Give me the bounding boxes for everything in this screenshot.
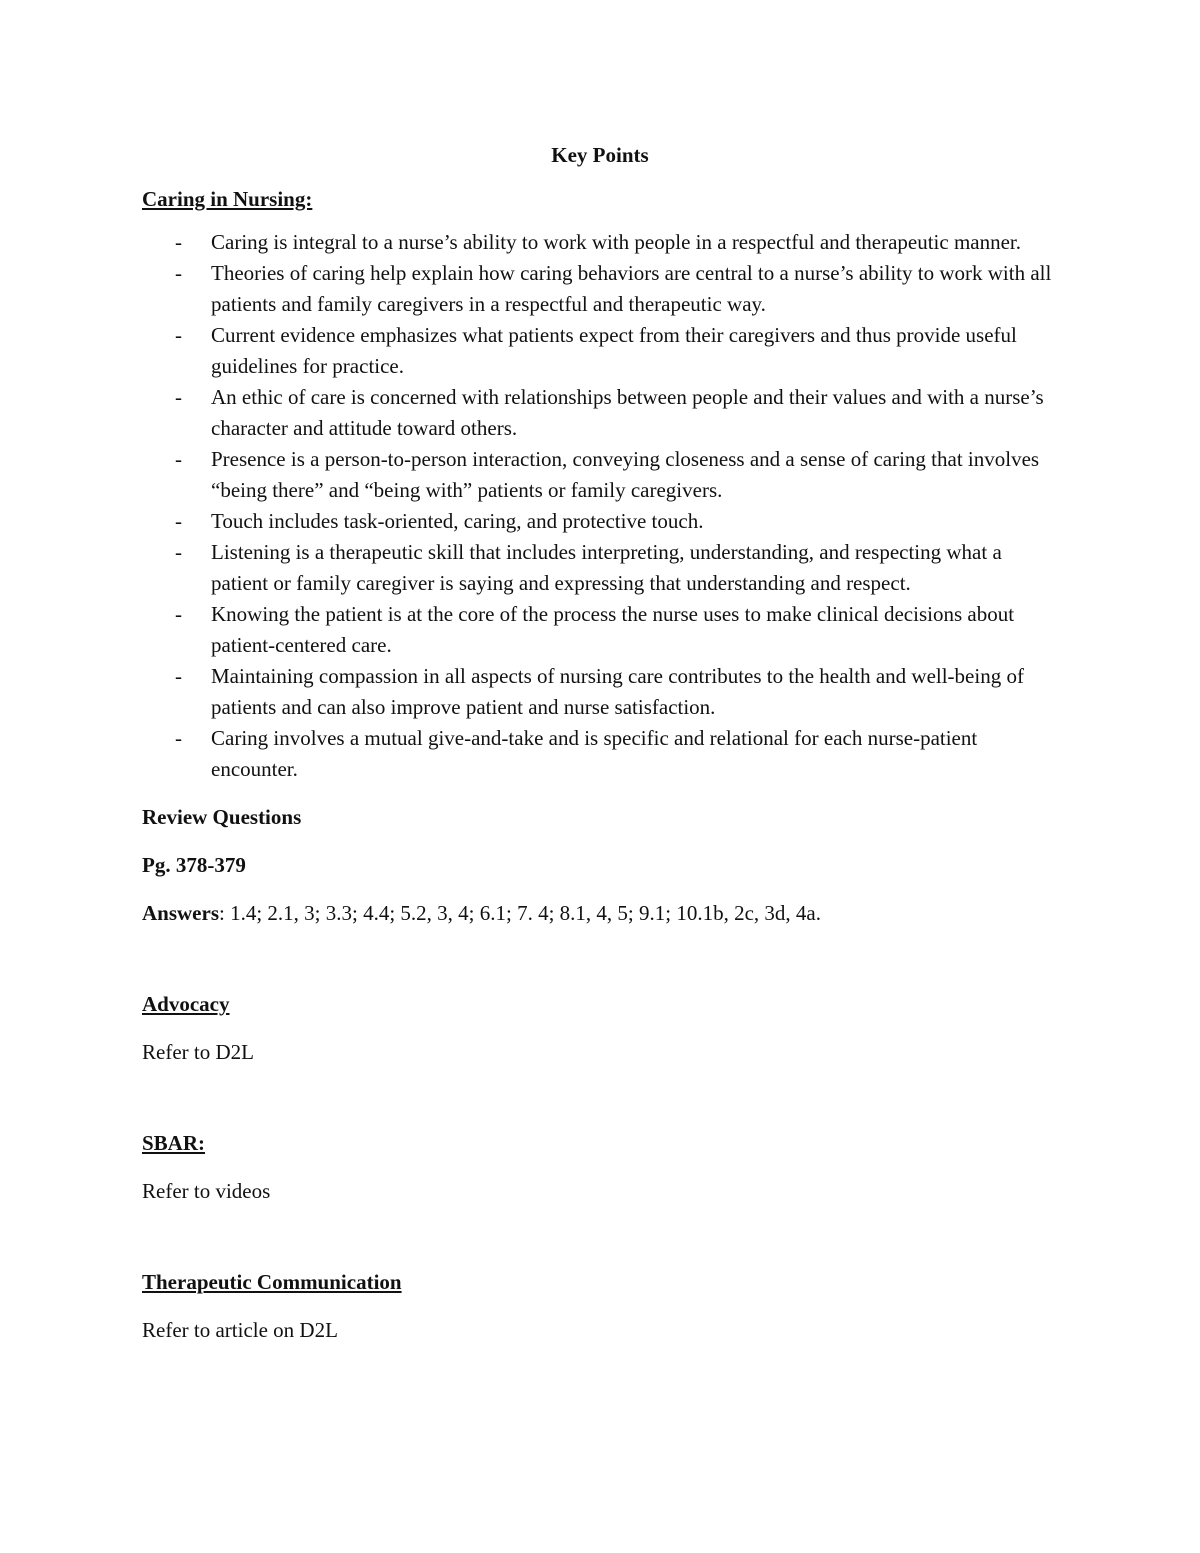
bullet-marker: - — [175, 385, 182, 409]
list-item — [142, 661, 1062, 723]
bullet-marker: - — [175, 602, 182, 626]
spacer — [142, 833, 1062, 850]
spacer — [142, 1207, 1062, 1267]
list-item-text: Touch includes task-oriented, caring, and protective touch. — [211, 509, 704, 533]
list-item — [142, 723, 1062, 785]
bullet-marker: - — [175, 664, 182, 688]
list-item-text: Caring involves a mutual give-and-take and is specific and relational for each nurse-patient encounter. — [211, 726, 978, 781]
caring-list — [142, 227, 1062, 785]
advocacy-body: Refer to D2L — [142, 1040, 254, 1064]
list-item — [142, 599, 1062, 661]
page-title: Key Points — [551, 143, 649, 167]
therapeutic-heading: Therapeutic Communication — [142, 1270, 402, 1294]
spacer — [142, 1020, 1062, 1037]
bullet-marker: - — [175, 230, 182, 254]
review-answers — [142, 898, 1062, 929]
bullet-marker: - — [175, 323, 182, 347]
list-item — [142, 537, 1062, 599]
list-item-text: Current evidence emphasizes what patients expect from their caregivers and thus provide useful guidelines for practice. — [211, 323, 1017, 378]
review-pages: Pg. 378-379 — [142, 853, 246, 877]
list-item-text: Maintaining compassion in all aspects of nursing care contributes to the health and well-being of patients and can also improve patient and nurse satisfaction. — [211, 664, 1024, 719]
sbar-heading: SBAR: — [142, 1131, 206, 1155]
spacer — [142, 1298, 1062, 1315]
list-item — [142, 258, 1062, 320]
bullet-marker: - — [175, 509, 182, 533]
list-item-text: Listening is a therapeutic skill that includes interpreting, understanding, and respecting what a patient or family caregiver is saying and expressing that understanding and respect. — [211, 540, 1002, 595]
bullet-marker: - — [175, 447, 182, 471]
bullet-marker: - — [175, 540, 182, 564]
list-item-text: Knowing the patient is at the core of the process the nurse uses to make clinical decisions about patient-centered care. — [211, 602, 1015, 657]
review-heading: Review Questions — [142, 805, 302, 829]
spacer — [142, 881, 1062, 898]
list-item — [142, 320, 1062, 382]
list-item — [142, 444, 1062, 506]
document-page — [142, 140, 1062, 1346]
list-item — [142, 382, 1062, 444]
bullet-marker: - — [175, 726, 182, 750]
caring-heading: Caring in Nursing: — [142, 187, 313, 211]
list-item-text: Theories of caring help explain how caring behaviors are central to a nurse’s ability to work with all patients and family caregivers in a respectful and therapeutic way. — [211, 261, 1052, 316]
sbar-body: Refer to videos — [142, 1179, 271, 1203]
answers-label: Answers — [142, 901, 219, 925]
spacer — [142, 929, 1062, 989]
spacer — [142, 1068, 1062, 1128]
therapeutic-body: Refer to article on D2L — [142, 1318, 338, 1342]
list-item — [142, 506, 1062, 537]
list-item — [142, 227, 1062, 258]
answers-text: : 1.4; 2.1, 3; 3.3; 4.4; 5.2, 3, 4; 6.1; 7. 4; 8.1, 4, 5; 9.1; 10.1b, 2c, 3d, 4a. — [219, 901, 821, 925]
list-item-text: Caring is integral to a nurse’s ability to work with people in a respectful and therapeutic manner. — [211, 230, 1022, 254]
advocacy-heading: Advocacy — [142, 992, 230, 1016]
list-item-text: Presence is a person-to-person interaction, conveying closeness and a sense of caring that involves “being there” and “being with” patients or family caregivers. — [211, 447, 1040, 502]
spacer — [142, 1159, 1062, 1176]
bullet-marker: - — [175, 261, 182, 285]
spacer — [142, 785, 1062, 802]
list-item-text: An ethic of care is concerned with relationships between people and their values and with a nurse’s character and attitude toward others. — [211, 385, 1044, 440]
